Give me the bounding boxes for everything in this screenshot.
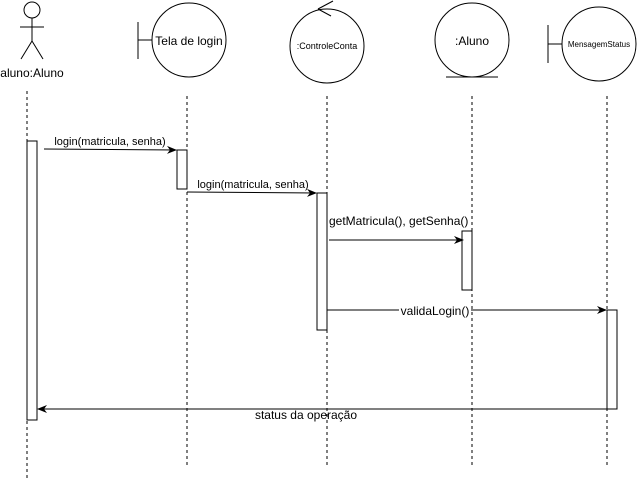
actor-label: aluno:Aluno [0,66,64,80]
message-2 [187,179,316,193]
activation-controle [317,193,327,330]
message-label: status da operação [254,408,358,422]
message-arrow [187,192,316,193]
participant-controle-conta [290,1,364,83]
message-label: validaLogin() [400,304,470,318]
controle-label: :ControleConta [296,41,358,51]
tela-label: Tela de login [155,34,223,48]
participant-tela-de-login [138,3,226,77]
participant-aluno-entity [435,3,509,77]
activation-mensagem [607,310,617,409]
message-label: login(matricula, senha) [54,136,166,148]
activation-aluno [27,141,37,420]
activation-aluno-entity [462,231,472,290]
message-5 [38,408,607,422]
activation-tela [177,150,187,189]
stick-figure-icon [20,2,44,59]
message-label: getMatricula(), getSenha() [329,214,469,228]
actor-aluno [0,2,64,80]
message-3 [329,214,468,240]
message-label: login(matricula, senha) [197,179,309,191]
message-1 [44,136,176,150]
message-arrow [44,149,176,150]
message-4 [327,303,606,318]
participant-mensagem-status [548,7,636,81]
aluno-entity-label: :Aluno [454,34,490,48]
mensagem-label: MensagemStatus [567,40,631,49]
